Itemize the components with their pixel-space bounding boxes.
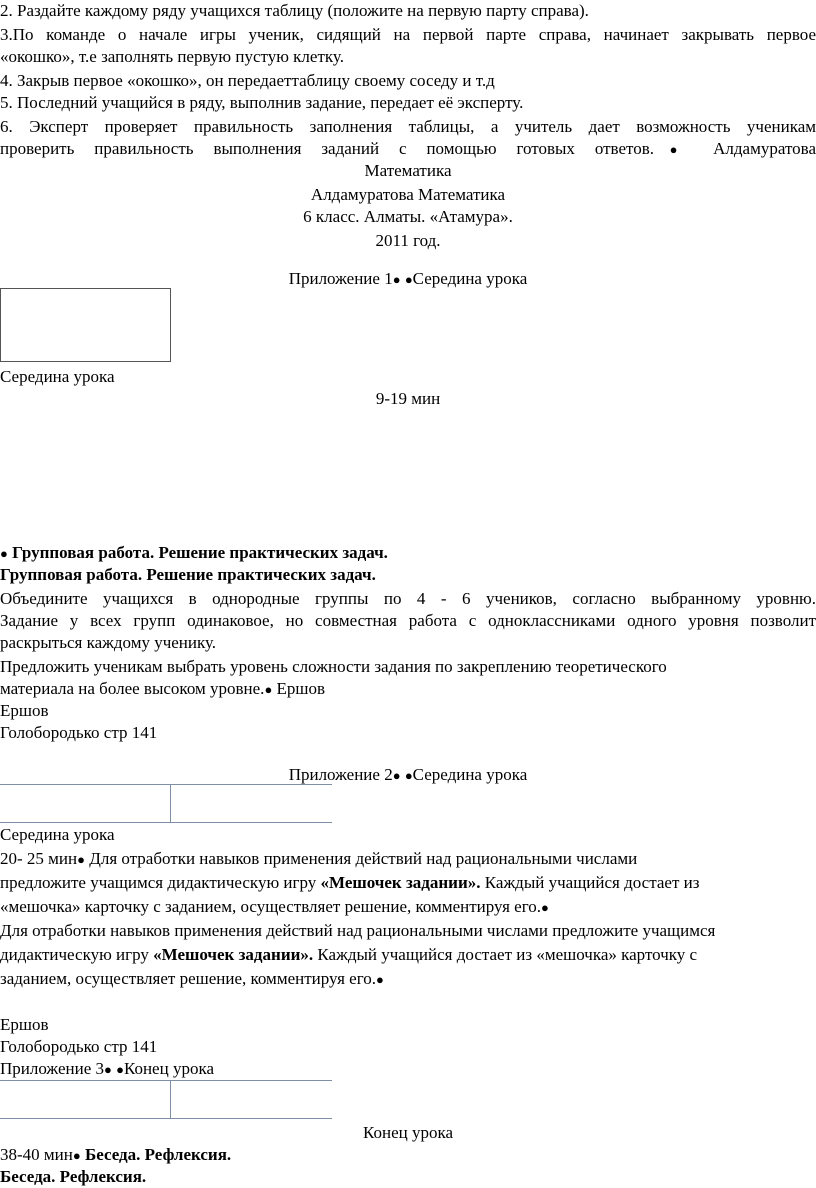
- appendix-2-text-1: Для отработки навыков применения действий над рациональными числами: [84, 849, 638, 868]
- step-4: 4. Закрыв первое «окошко», он передаеттаблицу своему соседу и т.д: [0, 71, 495, 90]
- bullet-icon: ●: [392, 272, 401, 287]
- group-title-text: Групповая работа. Решение практических задач.: [12, 543, 388, 562]
- group-title-1: [0, 542, 816, 565]
- appendix-1-time: 9-19 мин: [375, 389, 441, 408]
- bullet-icon: ●: [72, 1148, 81, 1163]
- appendix-3-rule-top: [0, 1080, 332, 1081]
- appendix-3-divider: [170, 1080, 171, 1118]
- source-publisher: 6 класс. Алматы. «Атамура».: [303, 207, 513, 226]
- bullet-icon: ●: [0, 546, 8, 561]
- appendix-3-rule-bottom: [0, 1118, 332, 1119]
- reflection-title: Беседа. Рефлексия.: [80, 1145, 232, 1164]
- appendix-3-header: [0, 1058, 816, 1081]
- appendix-3-stage: Конец урока: [123, 1059, 214, 1078]
- appendix-2-text-5c: Каждый учащийся достает из «мешочка» карточку с: [313, 945, 698, 964]
- game-name: «Мешочек задании».: [320, 873, 481, 892]
- group-para-2: Задание у всех групп одинаковое, но совместная работа с одноклассниками одного уровня позволит: [0, 611, 816, 630]
- group-para-5: [0, 678, 816, 701]
- group-author-inline: Ершов: [272, 679, 326, 698]
- source-subject: Математика: [364, 161, 452, 180]
- appendix-2-stage: Середина урока: [412, 765, 528, 784]
- appendix-2-line-6: [0, 968, 816, 991]
- source-author-subject: Алдамуратова Математика: [310, 185, 506, 204]
- group-para-3: раскрыться каждому ученику.: [0, 633, 217, 652]
- appendix-2-divider: [170, 784, 171, 822]
- bullet-icon: ●: [116, 1062, 124, 1077]
- appendix-2-line-5: [0, 944, 816, 966]
- appendix-3-title-2: Беседа. Рефлексия.: [0, 1167, 147, 1186]
- appendix-3-time: 38-40 мин: [0, 1145, 73, 1164]
- group-para-1: Объедините учащихся в однородные группы по 4 - 6 учеников, согласно выбранному уровню.: [0, 589, 816, 608]
- group-title-2: Групповая работа. Решение практических задач.: [0, 565, 376, 584]
- bullet-icon: ●: [77, 852, 85, 867]
- step-6-text: проверить правильность выполнения заданий с помощью готовых ответов.: [0, 139, 655, 158]
- appendix-2-line-3: [0, 896, 816, 919]
- step-6-line-1: 6. Эксперт проверяет правильность заполнения таблицы, а учитель дает возможность ученикам: [0, 117, 816, 136]
- appendix-2-ref-book: Голобородько стр 141: [0, 1037, 158, 1056]
- appendix-3-line-1: [0, 1144, 816, 1167]
- appendix-1-stage: Середина урока: [412, 269, 528, 288]
- appendix-2-label: Середина урока: [0, 825, 115, 844]
- appendix-2-line-2: [0, 872, 816, 894]
- appendix-3-title: Приложение 3: [0, 1059, 104, 1078]
- bullet-icon: ●: [104, 1062, 112, 1077]
- author-inline: Алдамуратова: [693, 139, 816, 158]
- step-5: 5. Последний учащийся в ряду, выполнив задание, передает её эксперту.: [0, 93, 524, 112]
- group-ref-author: Ершов: [0, 701, 49, 720]
- bullet-icon: ●: [541, 900, 549, 915]
- bullet-icon: ●: [404, 272, 413, 287]
- appendix-2-line-4: Для отработки навыков применения действий над рациональными числами предложите учащимся: [0, 921, 716, 940]
- appendix-3-label: Конец урока: [362, 1123, 454, 1142]
- game-name: «Мешочек задании».: [153, 945, 314, 964]
- group-para-4: Предложить ученикам выбрать уровень сложности задания по закреплению теоретического: [0, 657, 667, 676]
- appendix-2-ref-author: Ершов: [0, 1015, 49, 1034]
- source-year: 2011 год.: [375, 231, 441, 250]
- appendix-1-box: [0, 288, 171, 362]
- group-para-5-text: материала на более высоком уровне.: [0, 679, 265, 698]
- appendix-2-title: Приложение 2: [288, 765, 393, 784]
- appendix-2-time: 20- 25 мин: [0, 849, 78, 868]
- step-3-line-2: «окошко», т.е заполнять первую пустую клетку.: [0, 47, 344, 66]
- appendix-2-line-1: [0, 848, 816, 871]
- group-ref-book: Голобородько стр 141: [0, 723, 158, 742]
- step-6-line-2: [0, 138, 816, 161]
- appendix-2-rule-bottom: [0, 822, 332, 823]
- step-3-line-1: 3.По команде о начале игры ученик, сидящий на первой парте справа, начинает закрывать первое: [0, 25, 816, 44]
- bullet-icon: ●: [654, 142, 694, 157]
- bullet-icon: ●: [264, 682, 273, 697]
- bullet-icon: ●: [404, 768, 413, 783]
- bullet-icon: ●: [392, 768, 401, 783]
- appendix-2-text-3: «мешочка» карточку с заданием, осуществляет решение, комментируя его.: [0, 897, 542, 916]
- appendix-2-text-2c: Каждый учащийся достает из: [480, 873, 700, 892]
- appendix-2-rule-top: [0, 784, 332, 785]
- bullet-icon: ●: [376, 972, 384, 987]
- appendix-2-text-2a: предложите учащимся дидактическую игру: [0, 873, 321, 892]
- appendix-1-label: Середина урока: [0, 367, 115, 386]
- appendix-2-text-6: заданием, осуществляет решение, комментируя его.: [0, 969, 377, 988]
- step-2: 2. Раздайте каждому ряду учащихся таблицу (положите на первую парту справа).: [0, 1, 589, 20]
- appendix-2-text-5a: дидактическую игру: [0, 945, 154, 964]
- appendix-1-title: Приложение 1: [288, 269, 393, 288]
